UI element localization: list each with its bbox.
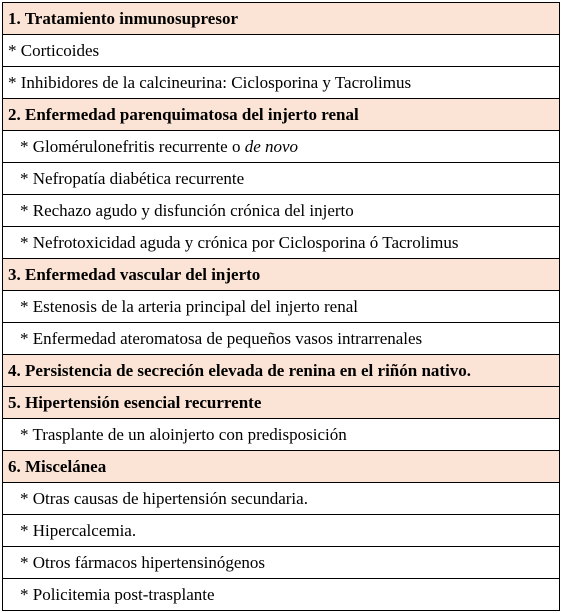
section-row (3, 259, 560, 291)
item-text: * Inhibidores de la calcineurina: Ciclosporina y Tacrolimus (3, 67, 560, 99)
section-heading: 2. Enfermedad parenquimatosa del injerto renal (3, 99, 560, 131)
item-text: * Policitemia post-trasplante (3, 579, 560, 611)
item-row (3, 67, 560, 99)
item-text: * Otros fármacos hipertensinógenos (3, 547, 560, 579)
item-cell (3, 131, 560, 163)
item-row (3, 483, 560, 515)
item-row (3, 227, 560, 259)
item-text: * Glomérulonefritis recurrente o (20, 136, 245, 156)
causes-table (2, 2, 560, 611)
section-heading: 3. Enfermedad vascular del injerto (3, 259, 560, 291)
section-row (3, 3, 560, 35)
section-row (3, 99, 560, 131)
item-row (3, 35, 560, 67)
item-row (3, 547, 560, 579)
item-row (3, 163, 560, 195)
section-row (3, 387, 560, 419)
item-row (3, 131, 560, 163)
item-row (3, 291, 560, 323)
item-row (3, 515, 560, 547)
item-text: * Estenosis de la arteria principal del injerto renal (3, 291, 560, 323)
section-row (3, 355, 560, 387)
item-text: * Trasplante de un aloinjerto con predisposición (3, 419, 560, 451)
item-text: * Hipercalcemia. (3, 515, 560, 547)
item-text: * Otras causas de hipertensión secundaria. (3, 483, 560, 515)
item-text: * Nefropatía diabética recurrente (3, 163, 560, 195)
causes-table-body (3, 3, 560, 611)
section-heading: 5. Hipertensión esencial recurrente (3, 387, 560, 419)
item-text: * Corticoides (3, 35, 560, 67)
section-row (3, 451, 560, 483)
item-text-italic: de novo (244, 136, 299, 156)
section-heading: 1. Tratamiento inmunosupresor (3, 3, 560, 35)
item-text: * Nefrotoxicidad aguda y crónica por Ciclosporina ó Tacrolimus (3, 227, 560, 259)
item-row (3, 419, 560, 451)
item-row (3, 579, 560, 611)
section-heading: 6. Miscelánea (3, 451, 560, 483)
item-text: * Rechazo agudo y disfunción crónica del injerto (3, 195, 560, 227)
item-row (3, 195, 560, 227)
section-heading: 4. Persistencia de secreción elevada de renina en el riñón nativo. (3, 355, 560, 387)
item-text: * Enfermedad ateromatosa de pequeños vasos intrarrenales (3, 323, 560, 355)
item-row (3, 323, 560, 355)
